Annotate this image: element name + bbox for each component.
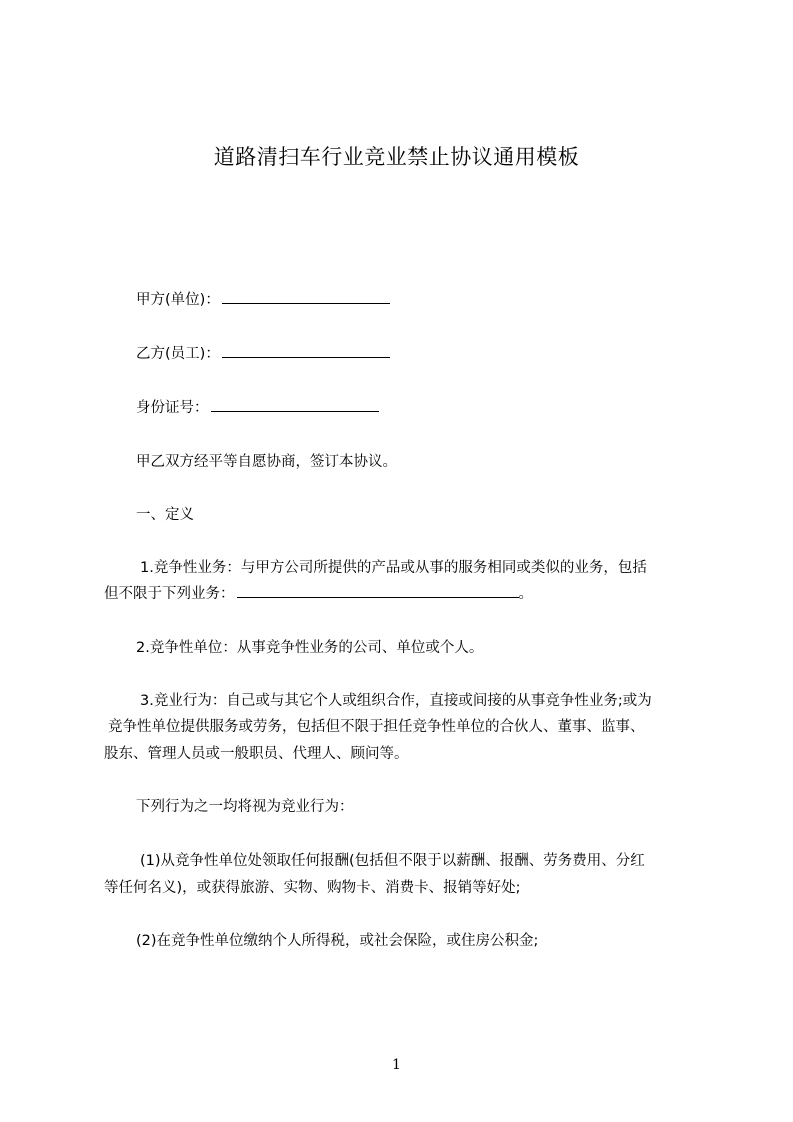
item-3-line-2: 竞争性单位提供服务或劳务，包括但不限于担任竞争性单位的合伙人、董事、监事、 [108, 719, 645, 735]
party-a-label: 甲方(单位)： [136, 292, 220, 308]
behaviors-intro: 下列行为之一均将视为竞业行为： [136, 799, 354, 815]
behavior-2: (2)在竞争性单位缴纳个人所得税，或社会保险，或住房公积金; [136, 933, 539, 949]
item-1-blank [237, 583, 519, 598]
section-1-heading: 一、定义 [136, 507, 194, 523]
id-number-label: 身份证号： [136, 400, 209, 416]
party-b-blank [222, 343, 390, 358]
party-b-line [136, 343, 390, 365]
item-1-line-2 [104, 583, 533, 605]
item-1-line-1: 1.竞争性业务：与甲方公司所提供的产品或从事的服务相同或类似的业务，包括 [140, 560, 647, 576]
behavior-1-line-2: 等任何名义)，或获得旅游、实物、购物卡、消费卡、报销等好处; [104, 880, 521, 896]
document-title: 道路清扫车行业竞业禁止协议通用模板 [213, 145, 580, 169]
item-1-line-2-text: 但不限于下列业务： [104, 586, 235, 602]
id-number-blank [211, 397, 379, 412]
behavior-1-line-1: (1)从竞争性单位处领取任何报酬(包括但不限于以薪酬、报酬、劳务费用、分红 [140, 853, 645, 869]
item-2: 2.竞争性单位：从事竞争性业务的公司、单位或个人。 [136, 640, 484, 656]
intro-paragraph: 甲乙双方经平等自愿协商，签订本协议。 [136, 454, 397, 470]
page-number: 1 [392, 1057, 401, 1073]
item-1-line-2-end: 。 [518, 586, 533, 602]
party-a-blank [222, 289, 390, 304]
id-number-line [136, 397, 379, 419]
item-3-line-1: 3.竞业行为：自己或与其它个人或组织合作，直接或间接的从事竞争性业务;或为 [140, 693, 652, 709]
party-a-line [136, 289, 390, 311]
party-b-label: 乙方(员工)： [136, 346, 220, 362]
item-3-line-3: 股东、管理人员或一般职员、代理人、顾问等。 [104, 746, 409, 762]
